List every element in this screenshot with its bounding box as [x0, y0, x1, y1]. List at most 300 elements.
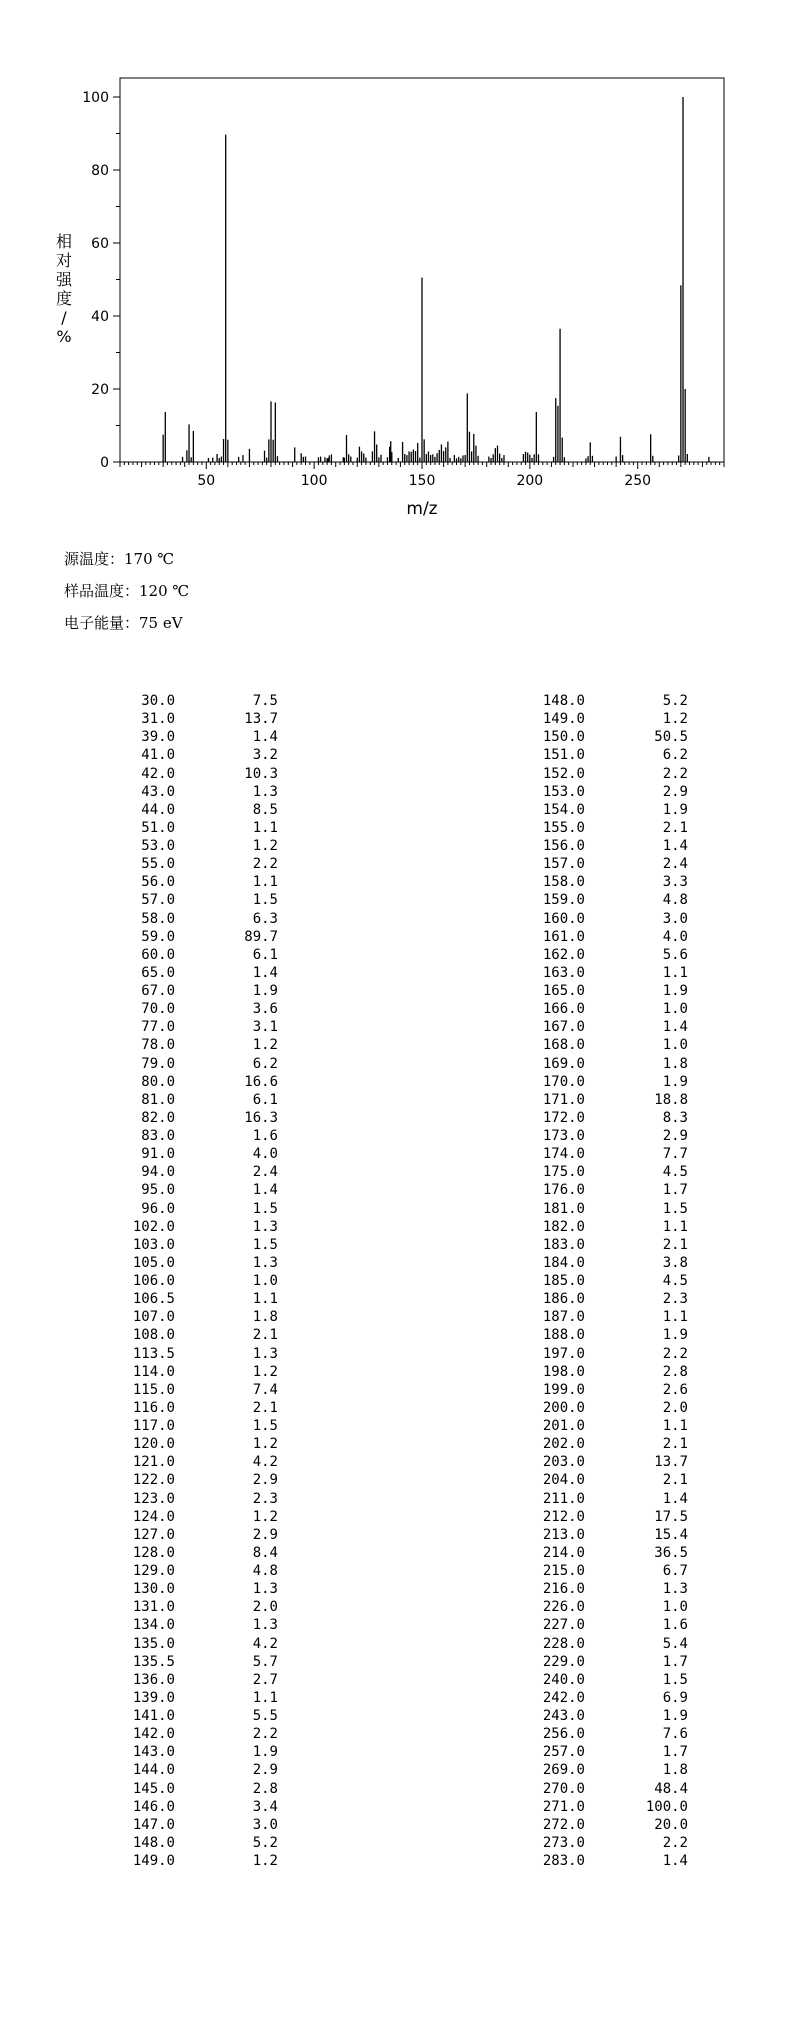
mz-value: 270.0 [542, 1780, 585, 1797]
table-row [105, 1616, 278, 1634]
intensity-value: 15.4 [654, 1526, 688, 1543]
mz-value: 102.0 [132, 1218, 175, 1235]
table-row [515, 1653, 688, 1671]
table-row [105, 964, 278, 982]
intensity-value: 3.0 [662, 910, 688, 927]
table-row [105, 1598, 278, 1616]
mz-value: 257.0 [542, 1744, 585, 1761]
intensity-value: 7.6 [662, 1726, 688, 1743]
intensity-value: 3.3 [662, 874, 688, 891]
table-row [515, 1308, 688, 1326]
table-row [515, 1635, 688, 1653]
mz-value: 116.0 [132, 1399, 175, 1416]
intensity-value: 50.5 [654, 729, 688, 746]
intensity-value: 2.1 [252, 1399, 278, 1416]
intensity-value: 1.4 [662, 1019, 688, 1036]
intensity-value: 1.2 [252, 1508, 278, 1525]
table-row [105, 1544, 278, 1562]
table-row [105, 891, 278, 909]
mz-value: 187.0 [542, 1309, 585, 1326]
table-row [515, 855, 688, 873]
table-row [105, 928, 278, 946]
mz-value: 227.0 [542, 1617, 585, 1634]
table-row [515, 1163, 688, 1181]
mz-value: 79.0 [141, 1055, 175, 1072]
source-temperature-value: 170 ℃ [124, 550, 175, 568]
table-row [105, 837, 278, 855]
mz-value: 269.0 [542, 1762, 585, 1779]
table-row [105, 946, 278, 964]
intensity-value: 18.8 [654, 1091, 688, 1108]
intensity-value: 4.0 [662, 928, 688, 945]
intensity-value: 4.5 [662, 1273, 688, 1289]
mz-value: 226.0 [542, 1599, 585, 1616]
y-tick-label: 0 [100, 455, 109, 471]
table-row [105, 746, 278, 764]
y-tick-label: 80 [91, 163, 109, 179]
intensity-value: 5.2 [252, 1834, 278, 1851]
mz-value: 77.0 [141, 1019, 175, 1036]
table-row [515, 873, 688, 891]
y-tick-label: 40 [91, 309, 109, 325]
table-row [515, 819, 688, 837]
intensity-value: 7.4 [252, 1381, 278, 1398]
table-row [515, 1816, 688, 1834]
mz-value: 70.0 [141, 1001, 175, 1018]
x-axis-label: m/z [406, 499, 438, 519]
intensity-value: 1.7 [662, 1744, 688, 1761]
intensity-value: 16.6 [244, 1073, 278, 1090]
mz-value: 283.0 [542, 1853, 585, 1869]
table-row [515, 1562, 688, 1580]
intensity-value: 2.2 [662, 1345, 688, 1362]
table-row [515, 1345, 688, 1363]
table-row [105, 1852, 278, 1870]
mz-value: 154.0 [542, 801, 585, 818]
table-row [105, 1163, 278, 1181]
intensity-value: 13.7 [244, 711, 278, 728]
mz-value: 141.0 [132, 1708, 175, 1724]
table-row [515, 801, 688, 819]
intensity-value: 1.9 [662, 1073, 688, 1090]
mz-value: 39.0 [141, 729, 175, 746]
intensity-value: 6.1 [252, 1091, 278, 1108]
mz-value: 215.0 [542, 1563, 585, 1579]
table-row [105, 1127, 278, 1145]
intensity-value: 1.1 [252, 819, 278, 836]
intensity-value: 5.6 [662, 946, 688, 963]
intensity-value: 2.6 [662, 1381, 688, 1398]
x-tick-label: 250 [624, 473, 652, 489]
intensity-value: 1.1 [662, 1218, 688, 1235]
intensity-value: 1.0 [662, 1001, 688, 1018]
mz-value: 165.0 [542, 983, 585, 999]
intensity-value: 1.3 [252, 1581, 278, 1598]
table-row [515, 1707, 688, 1725]
y-axis-ticks [82, 90, 120, 471]
mz-value: 168.0 [542, 1037, 585, 1054]
table-row [105, 982, 278, 1000]
table-row [515, 746, 688, 764]
table-row [515, 1834, 688, 1852]
mz-value: 55.0 [141, 856, 175, 873]
table-row [515, 1018, 688, 1036]
mz-value: 240.0 [542, 1671, 585, 1688]
table-row [515, 1145, 688, 1163]
mz-value: 149.0 [132, 1853, 175, 1869]
intensity-value: 5.2 [662, 693, 688, 709]
intensity-value: 8.5 [252, 801, 278, 818]
mz-value: 256.0 [542, 1726, 585, 1743]
table-row [515, 765, 688, 783]
table-row [105, 1399, 278, 1417]
mz-value: 153.0 [542, 783, 585, 800]
intensity-value: 16.3 [244, 1109, 278, 1126]
mz-value: 144.0 [132, 1762, 175, 1779]
intensity-value: 4.2 [252, 1635, 278, 1652]
table-row [105, 1671, 278, 1689]
table-row [515, 1236, 688, 1254]
intensity-value: 1.4 [662, 838, 688, 854]
mz-value: 80.0 [141, 1073, 175, 1090]
table-row [105, 1562, 278, 1580]
mz-value: 31.0 [141, 711, 175, 728]
intensity-value: 36.5 [654, 1544, 688, 1561]
intensity-value: 2.9 [252, 1472, 278, 1489]
intensity-value: 4.2 [252, 1454, 278, 1471]
intensity-value: 2.1 [662, 1436, 688, 1453]
mz-value: 123.0 [132, 1490, 175, 1507]
mz-value: 272.0 [542, 1816, 585, 1833]
mz-value: 160.0 [542, 910, 585, 927]
intensity-value: 3.0 [252, 1816, 278, 1833]
intensity-value: 3.6 [252, 1001, 278, 1018]
table-row [515, 1254, 688, 1272]
table-row [105, 1653, 278, 1671]
table-row [105, 1635, 278, 1653]
table-row [515, 1218, 688, 1236]
mz-value: 82.0 [141, 1109, 175, 1126]
table-row [105, 728, 278, 746]
table-row [515, 1036, 688, 1054]
table-row [105, 1036, 278, 1054]
mz-value: 135.5 [132, 1653, 175, 1670]
mz-value: 163.0 [542, 964, 585, 981]
mz-value: 53.0 [141, 838, 175, 854]
table-row [515, 910, 688, 928]
intensity-value: 13.7 [654, 1454, 688, 1471]
table-row [515, 1780, 688, 1798]
table-row [105, 1363, 278, 1381]
intensity-value: 89.7 [244, 928, 278, 945]
y-axis-label-char: % [56, 327, 72, 346]
mz-value: 174.0 [542, 1146, 585, 1163]
mz-value: 135.0 [132, 1635, 175, 1652]
x-tick-label: 50 [197, 473, 216, 489]
intensity-value: 1.3 [252, 1617, 278, 1634]
mz-value: 212.0 [542, 1508, 585, 1525]
mz-value: 113.5 [132, 1345, 175, 1362]
mz-value: 271.0 [542, 1798, 585, 1815]
mz-value: 200.0 [542, 1399, 585, 1416]
table-row [105, 801, 278, 819]
mz-value: 158.0 [542, 874, 585, 891]
y-axis-label-char: 度 [55, 289, 73, 308]
table-row [515, 1399, 688, 1417]
table-row [105, 1145, 278, 1163]
intensity-value: 1.7 [662, 1653, 688, 1670]
table-row [515, 1055, 688, 1073]
table-row [515, 891, 688, 909]
intensity-value: 5.5 [252, 1708, 278, 1724]
intensity-value: 2.9 [662, 783, 688, 800]
table-row [105, 873, 278, 891]
intensity-value: 2.8 [662, 1363, 688, 1380]
intensity-value: 1.6 [252, 1128, 278, 1144]
table-row [105, 1381, 278, 1399]
mz-value: 175.0 [542, 1164, 585, 1181]
intensity-value: 6.3 [252, 910, 278, 927]
mz-value: 170.0 [542, 1073, 585, 1090]
intensity-value: 1.5 [252, 1236, 278, 1253]
table-row [105, 1780, 278, 1798]
mz-value: 146.0 [132, 1798, 175, 1815]
table-row [515, 728, 688, 746]
mz-value: 108.0 [132, 1327, 175, 1344]
table-row [515, 1181, 688, 1199]
y-axis-label-char: 对 [55, 251, 73, 270]
intensity-value: 2.3 [252, 1490, 278, 1507]
mz-value: 185.0 [542, 1273, 585, 1289]
intensity-value: 2.4 [662, 856, 688, 873]
table-row [515, 1544, 688, 1562]
mz-value: 44.0 [141, 801, 175, 818]
y-tick-label: 60 [91, 236, 109, 252]
intensity-value: 1.7 [662, 1182, 688, 1199]
peak-table-left [105, 692, 278, 1870]
mz-value: 243.0 [542, 1708, 585, 1724]
mz-value: 145.0 [132, 1780, 175, 1797]
intensity-value: 8.3 [662, 1109, 688, 1126]
mz-value: 96.0 [141, 1200, 175, 1217]
intensity-value: 1.1 [662, 1418, 688, 1434]
mz-value: 197.0 [542, 1345, 585, 1362]
table-row [105, 1490, 278, 1508]
intensity-value: 7.5 [252, 693, 278, 709]
table-row [105, 1236, 278, 1254]
mz-value: 106.0 [132, 1273, 175, 1289]
table-row [515, 1326, 688, 1344]
x-axis-ticks [120, 462, 724, 489]
table-row [515, 1000, 688, 1018]
table-row [515, 946, 688, 964]
mz-value: 131.0 [132, 1599, 175, 1616]
mz-value: 134.0 [132, 1617, 175, 1634]
intensity-value: 1.4 [252, 1182, 278, 1199]
mz-value: 105.0 [132, 1254, 175, 1271]
table-row [515, 1109, 688, 1127]
table-row [515, 1417, 688, 1435]
intensity-value: 2.7 [252, 1671, 278, 1688]
mz-value: 136.0 [132, 1671, 175, 1688]
intensity-value: 48.4 [654, 1780, 688, 1797]
intensity-value: 2.2 [252, 856, 278, 873]
table-row [105, 1689, 278, 1707]
mz-value: 107.0 [132, 1309, 175, 1326]
table-row [105, 1471, 278, 1489]
mz-value: 58.0 [141, 910, 175, 927]
intensity-value: 100.0 [645, 1798, 688, 1815]
table-row [105, 692, 278, 710]
mz-value: 57.0 [141, 892, 175, 909]
table-row [105, 765, 278, 783]
intensity-value: 1.9 [662, 983, 688, 999]
intensity-value: 1.4 [252, 964, 278, 981]
table-row [105, 783, 278, 801]
mz-value: 169.0 [542, 1055, 585, 1072]
table-row [515, 982, 688, 1000]
mz-value: 183.0 [542, 1236, 585, 1253]
table-row [105, 1345, 278, 1363]
intensity-value: 2.1 [662, 1236, 688, 1253]
intensity-value: 1.4 [252, 729, 278, 746]
mz-value: 148.0 [542, 693, 585, 709]
intensity-value: 3.8 [662, 1254, 688, 1271]
table-row [515, 928, 688, 946]
table-row [515, 1091, 688, 1109]
intensity-value: 4.5 [662, 1164, 688, 1181]
mz-value: 81.0 [141, 1091, 175, 1108]
mz-value: 186.0 [542, 1291, 585, 1308]
table-row [515, 1852, 688, 1870]
intensity-value: 2.3 [662, 1291, 688, 1308]
intensity-value: 2.2 [252, 1726, 278, 1743]
mz-value: 211.0 [542, 1490, 585, 1507]
mz-value: 128.0 [132, 1544, 175, 1561]
table-row [515, 692, 688, 710]
mz-value: 67.0 [141, 983, 175, 999]
mz-value: 106.5 [132, 1291, 175, 1308]
intensity-value: 2.0 [252, 1599, 278, 1616]
table-row [105, 1272, 278, 1290]
intensity-value: 5.4 [662, 1635, 688, 1652]
mz-value: 155.0 [542, 819, 585, 836]
peak-table-right [515, 692, 688, 1870]
mz-value: 152.0 [542, 765, 585, 782]
mz-value: 115.0 [132, 1381, 175, 1398]
intensity-value: 6.2 [662, 747, 688, 764]
mz-value: 78.0 [141, 1037, 175, 1054]
x-tick-label: 200 [516, 473, 544, 489]
mz-value: 176.0 [542, 1182, 585, 1199]
mz-value: 94.0 [141, 1164, 175, 1181]
mz-value: 161.0 [542, 928, 585, 945]
intensity-value: 2.8 [252, 1780, 278, 1797]
table-row [515, 1526, 688, 1544]
table-row [105, 1725, 278, 1743]
table-row [105, 1091, 278, 1109]
intensity-value: 1.1 [252, 1689, 278, 1706]
intensity-value: 20.0 [654, 1816, 688, 1833]
intensity-value: 6.7 [662, 1563, 688, 1579]
mz-value: 30.0 [141, 693, 175, 709]
mz-value: 60.0 [141, 946, 175, 963]
mz-value: 59.0 [141, 928, 175, 945]
table-row [515, 1508, 688, 1526]
mz-value: 130.0 [132, 1581, 175, 1598]
table-row [515, 1743, 688, 1761]
intensity-value: 1.5 [252, 892, 278, 909]
intensity-value: 2.0 [662, 1399, 688, 1416]
table-row [105, 1055, 278, 1073]
electron-energy-label: 电子能量： [64, 614, 140, 632]
mz-value: 159.0 [542, 892, 585, 909]
table-row [515, 1290, 688, 1308]
intensity-value: 1.0 [662, 1037, 688, 1054]
intensity-value: 1.5 [662, 1200, 688, 1217]
mz-value: 229.0 [542, 1653, 585, 1670]
mz-value: 188.0 [542, 1327, 585, 1344]
intensity-value: 1.0 [662, 1599, 688, 1616]
table-row [105, 1435, 278, 1453]
electron-energy [64, 612, 183, 633]
table-row [515, 964, 688, 982]
mass-spectrum-chart [0, 0, 794, 520]
intensity-value: 1.5 [252, 1418, 278, 1434]
table-row [515, 1671, 688, 1689]
table-row [105, 1417, 278, 1435]
intensity-value: 3.1 [252, 1019, 278, 1036]
mz-value: 171.0 [542, 1091, 585, 1108]
intensity-value: 1.8 [662, 1762, 688, 1779]
table-row [515, 1200, 688, 1218]
mz-value: 139.0 [132, 1689, 175, 1706]
mz-value: 142.0 [132, 1726, 175, 1743]
mz-value: 51.0 [141, 819, 175, 836]
table-row [515, 1073, 688, 1091]
intensity-value: 1.1 [252, 874, 278, 891]
mz-value: 201.0 [542, 1418, 585, 1434]
table-row [105, 1073, 278, 1091]
intensity-value: 1.8 [662, 1055, 688, 1072]
mz-value: 127.0 [132, 1526, 175, 1543]
table-row [515, 710, 688, 728]
intensity-value: 1.2 [252, 838, 278, 854]
sample-temperature [64, 580, 189, 601]
table-row [515, 1381, 688, 1399]
intensity-value: 1.6 [662, 1617, 688, 1634]
intensity-value: 2.9 [662, 1128, 688, 1144]
mz-value: 199.0 [542, 1381, 585, 1398]
sample-temperature-value: 120 ℃ [139, 582, 190, 600]
intensity-value: 1.9 [662, 1327, 688, 1344]
table-row [515, 783, 688, 801]
y-axis-label-char: 强 [55, 270, 73, 289]
mz-value: 156.0 [542, 838, 585, 854]
mz-value: 157.0 [542, 856, 585, 873]
intensity-value: 1.4 [662, 1490, 688, 1507]
table-row [105, 1761, 278, 1779]
table-row [515, 1272, 688, 1290]
intensity-value: 2.1 [662, 819, 688, 836]
intensity-value: 1.2 [252, 1037, 278, 1054]
intensity-value: 6.9 [662, 1689, 688, 1706]
mz-value: 95.0 [141, 1182, 175, 1199]
intensity-value: 1.2 [252, 1436, 278, 1453]
intensity-value: 3.4 [252, 1798, 278, 1815]
intensity-value: 4.8 [252, 1563, 278, 1579]
table-row [105, 1453, 278, 1471]
